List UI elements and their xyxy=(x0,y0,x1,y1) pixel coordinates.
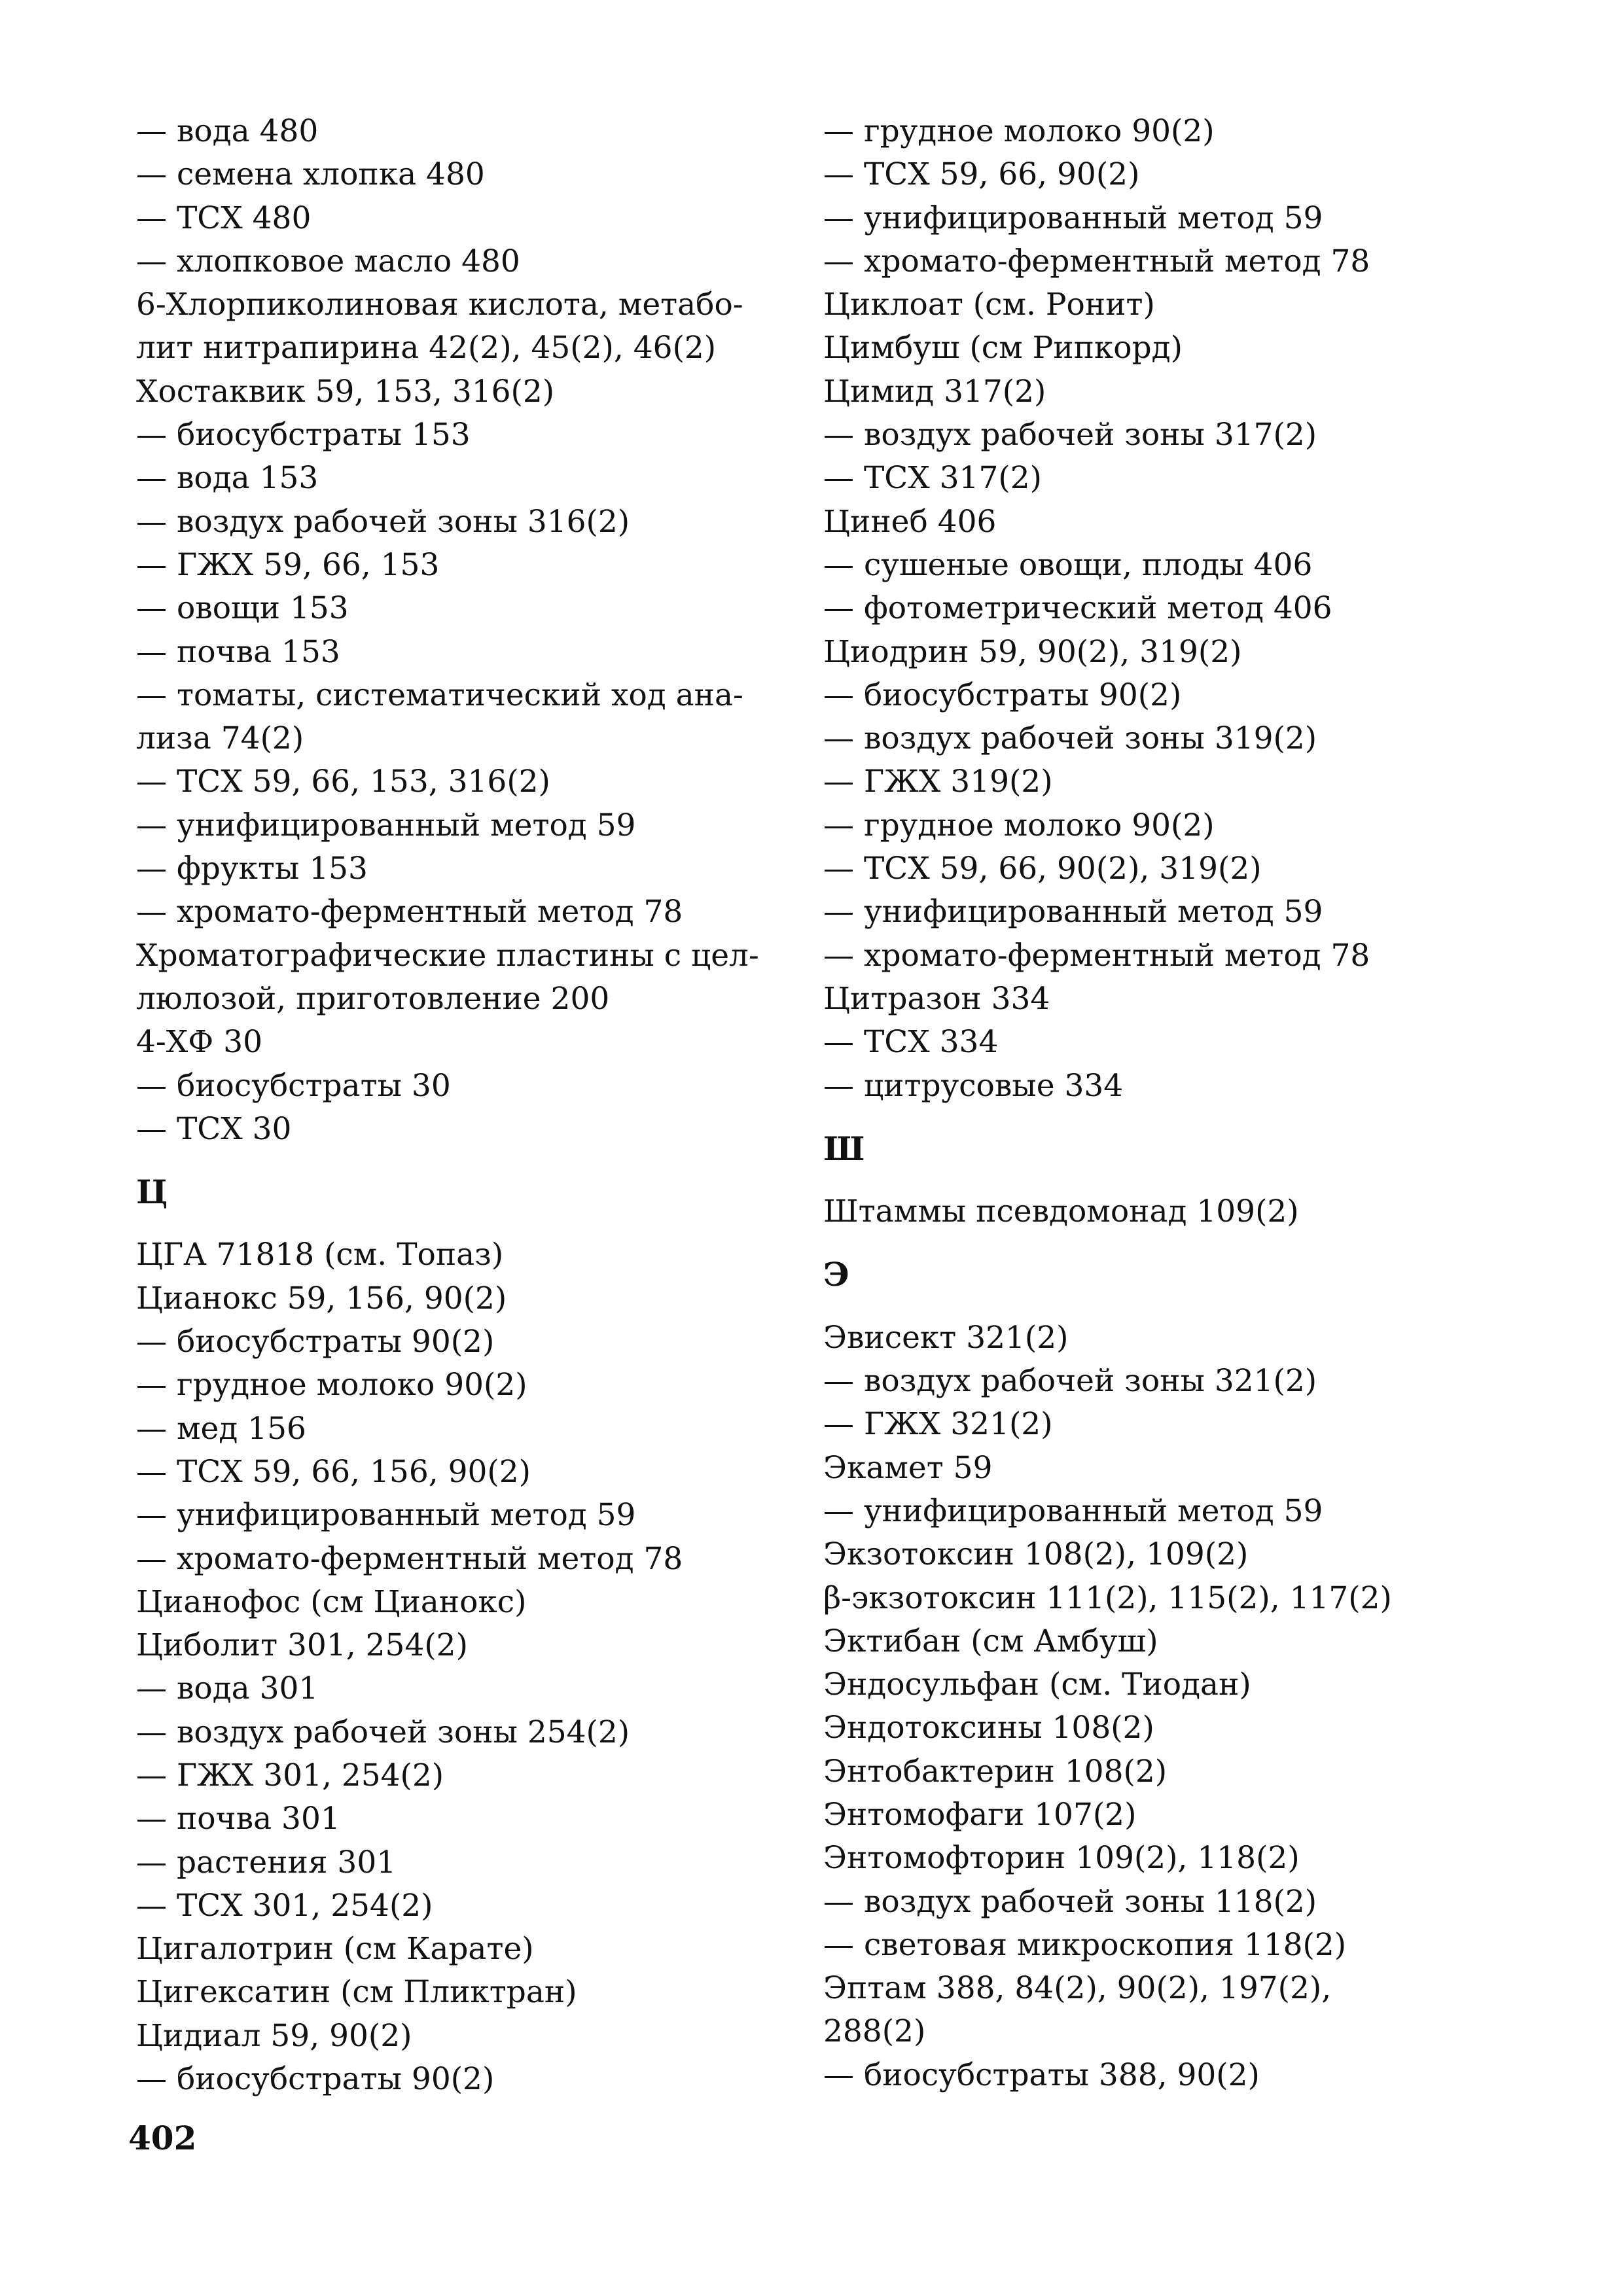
index-entry-line: Штаммы псевдомонад 109(2) xyxy=(823,1193,1299,1230)
index-entry-line: — ГЖХ 59, 66, 153 xyxy=(136,546,440,583)
index-entry-line: — хромато-ферментный метод 78 xyxy=(136,1540,683,1577)
index-entry-line: — семена хлопка 480 xyxy=(136,156,485,193)
index-entry-line: Энтомофаги 107(2) xyxy=(823,1796,1137,1833)
index-entry-line: — томаты, систематический ход ана- xyxy=(136,677,743,713)
index-entry-line: — ГЖХ 301, 254(2) xyxy=(136,1757,444,1793)
index-entry-line: — грудное молоко 90(2) xyxy=(823,807,1215,843)
index-entry-line: Цимид 317(2) xyxy=(823,373,1046,410)
index-entry-line: — ТСХ 59, 66, 90(2), 319(2) xyxy=(823,851,1262,887)
index-entry-line: — ТСХ 30 xyxy=(136,1110,292,1147)
section-spacer xyxy=(823,1233,1491,1253)
index-entry-line: Эптам 388, 84(2), 90(2), 197(2), xyxy=(823,1970,1332,2007)
section-spacer xyxy=(823,1108,1491,1127)
index-entry-line: Хостаквик 59, 153, 316(2) xyxy=(136,373,555,410)
index-entry-line: Цитразон 334 xyxy=(823,980,1050,1017)
index-entry-line: Цинеб 406 xyxy=(823,503,997,540)
index-entry-line: Энтобактерин 108(2) xyxy=(823,1753,1168,1790)
index-entry-line: — цитрусовые 334 xyxy=(823,1067,1124,1104)
index-entry-line: β-экзотоксин 111(2), 115(2), 117(2) xyxy=(823,1580,1392,1616)
index-entry-line: — воздух рабочей зоны 317(2) xyxy=(823,417,1317,453)
section-spacer xyxy=(823,1171,1491,1190)
section-spacer xyxy=(823,1297,1491,1316)
index-entry-line: — хромато-ферментный метод 78 xyxy=(823,937,1370,974)
index-entry-line: — хлопковое масло 480 xyxy=(136,243,520,279)
index-entry-line: — ТСХ 59, 66, 90(2) xyxy=(823,156,1140,193)
index-entry-line: — воздух рабочей зоны 254(2) xyxy=(136,1714,630,1750)
index-entry-line: — мед 156 xyxy=(136,1410,306,1447)
index-entry-line: — овощи 153 xyxy=(136,590,349,627)
index-entry-line: Эндосульфан (см. Тиодан) xyxy=(823,1667,1251,1703)
index-entry-line: Цианофос (см Цианокс) xyxy=(136,1583,527,1620)
page-number: 402 xyxy=(128,2119,197,2157)
index-entry-line: — ТСХ 334 xyxy=(823,1024,999,1061)
index-entry-line: — унифицированный метод 59 xyxy=(823,200,1323,236)
index-entry-line: — хромато-ферментный метод 78 xyxy=(823,243,1370,279)
index-entry-line: — биосубстраты 388, 90(2) xyxy=(823,2057,1260,2093)
section-letter-heading: Ц xyxy=(136,1173,168,1212)
index-entry-line: Энтомофторин 109(2), 118(2) xyxy=(823,1840,1300,1877)
index-entry-line: Цидиал 59, 90(2) xyxy=(136,2017,412,2054)
index-entry-line: — сушеные овощи, плоды 406 xyxy=(823,546,1313,583)
index-entry-line: — ГЖХ 319(2) xyxy=(823,764,1053,800)
index-entry-line: — ТСХ 301, 254(2) xyxy=(136,1887,433,1924)
index-entry-line: лит нитрапирина 42(2), 45(2), 46(2) xyxy=(136,330,717,366)
section-spacer xyxy=(136,1151,791,1171)
index-column-right xyxy=(823,110,1491,2097)
index-entry-line: Эктибан (см Амбуш) xyxy=(823,1623,1158,1659)
index-entry-line: Цигексатин (см Пликтран) xyxy=(136,1974,577,2011)
index-entry-line: люлозой, приготовление 200 xyxy=(136,980,610,1017)
index-entry-line: Эвисект 321(2) xyxy=(823,1319,1069,1356)
index-entry-line: — ТСХ 480 xyxy=(136,200,312,236)
index-entry-line: — ТСХ 59, 66, 153, 316(2) xyxy=(136,764,550,800)
index-entry-line: — световая микроскопия 118(2) xyxy=(823,1926,1347,1963)
index-entry-line: — биосубстраты 90(2) xyxy=(136,1324,495,1360)
index-entry-line: — унифицированный метод 59 xyxy=(136,1497,636,1534)
index-entry-line: — хромато-ферментный метод 78 xyxy=(136,894,683,930)
index-entry-line: — биосубстраты 90(2) xyxy=(136,2061,495,2098)
index-entry-line: — унифицированный метод 59 xyxy=(823,894,1323,930)
index-entry-line: — унифицированный метод 59 xyxy=(136,807,636,843)
index-entry-line: — воздух рабочей зоны 118(2) xyxy=(823,1883,1317,1920)
index-entry-line: — растения 301 xyxy=(136,1844,397,1881)
section-spacer xyxy=(136,1214,791,1233)
index-entry-line: — биосубстраты 153 xyxy=(136,417,471,453)
index-entry-line: — грудное молоко 90(2) xyxy=(823,113,1215,149)
index-entry-line: — фрукты 153 xyxy=(136,851,368,887)
index-entry-line: — унифицированный метод 59 xyxy=(823,1492,1323,1529)
index-entry-line: лиза 74(2) xyxy=(136,720,304,757)
index-entry-line: — ГЖХ 321(2) xyxy=(823,1406,1053,1443)
index-entry-line: Эндотоксины 108(2) xyxy=(823,1710,1154,1746)
index-entry-line: — ТСХ 59, 66, 156, 90(2) xyxy=(136,1453,531,1490)
index-entry-line: Циклоат (см. Ронит) xyxy=(823,287,1155,323)
index-entry-line: Цигалотрин (см Карате) xyxy=(136,1931,534,1968)
index-entry-line: Циболит 301, 254(2) xyxy=(136,1627,468,1664)
index-entry-line: — вода 301 xyxy=(136,1670,319,1707)
index-entry-line: — воздух рабочей зоны 321(2) xyxy=(823,1363,1317,1400)
index-entry-line: Экамет 59 xyxy=(823,1449,993,1486)
index-entry-line: 6-Хлорпиколиновая кислота, метабо- xyxy=(136,287,743,323)
index-entry-line: — ТСХ 317(2) xyxy=(823,460,1042,497)
index-entry-line: Циодрин 59, 90(2), 319(2) xyxy=(823,633,1242,670)
index-entry-line: Экзотоксин 108(2), 109(2) xyxy=(823,1536,1249,1573)
index-entry-line: — почва 153 xyxy=(136,633,340,670)
index-entry-line: 288(2) xyxy=(823,2013,926,2050)
index-entry-line: 4-ХФ 30 xyxy=(136,1024,263,1061)
section-letter-heading: Ш xyxy=(823,1129,865,1168)
index-entry-line: — грудное молоко 90(2) xyxy=(136,1367,527,1404)
index-entry-line: — вода 480 xyxy=(136,113,319,149)
index-column-left xyxy=(136,110,791,2101)
index-entry-line: Цимбуш (см Рипкорд) xyxy=(823,330,1183,366)
index-entry-line: — почва 301 xyxy=(136,1801,340,1837)
section-letter-heading: Э xyxy=(823,1255,849,1294)
index-entry-line: — вода 153 xyxy=(136,460,319,497)
index-entry-line: Хроматографические пластины с цел- xyxy=(136,937,759,974)
index-entry-line: — биосубстраты 90(2) xyxy=(823,677,1182,713)
index-entry-line: Цианокс 59, 156, 90(2) xyxy=(136,1280,507,1316)
index-entry-line: — биосубстраты 30 xyxy=(136,1067,451,1104)
index-entry-line: — фотометрический метод 406 xyxy=(823,590,1332,627)
index-entry-line: — воздух рабочей зоны 319(2) xyxy=(823,720,1317,757)
index-entry-line: ЦГА 71818 (см. Топаз) xyxy=(136,1237,504,1273)
index-entry-line: — воздух рабочей зоны 316(2) xyxy=(136,503,630,540)
